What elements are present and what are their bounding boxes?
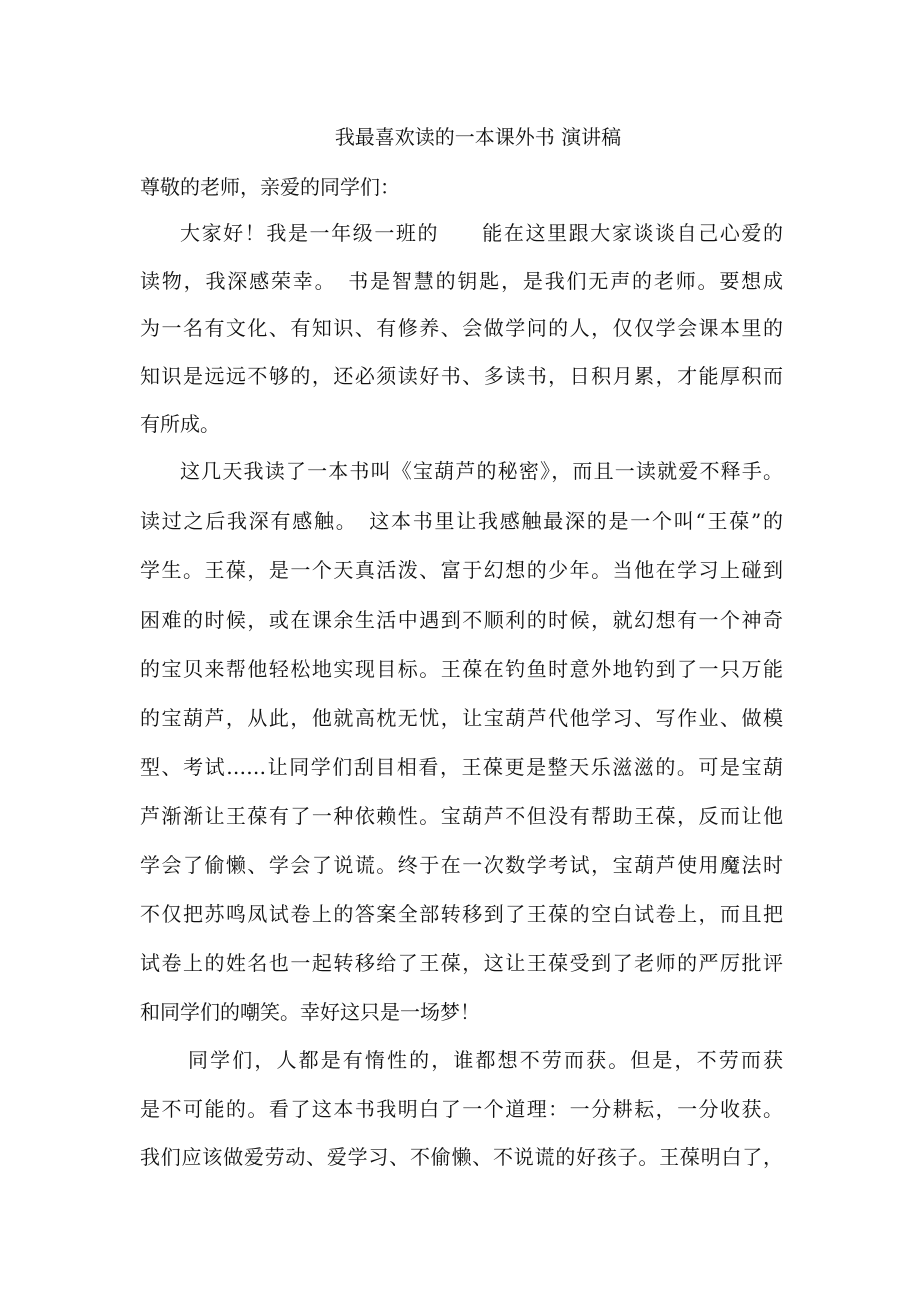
document-title: 我最喜欢读的一本课外书 演讲稿: [334, 125, 622, 149]
paragraph-line: 的宝葫芦，从此，他就高枕无忧，让宝葫芦代他学习、写作业、做模: [140, 706, 783, 730]
paragraph-line: 的宝贝来帮他轻松地实现目标。王葆在钓鱼时意外地钓到了一只万能: [140, 657, 783, 681]
paragraph-line: 和同学们的嘲笑。幸好这只是一场梦！: [140, 1000, 480, 1024]
paragraph-line: 型、考试……让同学们刮目相看，王葆更是整天乐滋滋的。可是宝葫: [140, 755, 783, 779]
paragraph-line: 不仅把苏鸣凤试卷上的答案全部转移到了王葆的空白试卷上，而且把: [140, 902, 783, 926]
paragraph-line: 学会了偷懒、学会了说谎。终于在一次数学考试，宝葫芦使用魔法时: [140, 853, 783, 877]
paragraph-line: 芦渐渐让王葆有了一种依赖性。宝葫芦不但没有帮助王葆，反而让他: [140, 804, 783, 828]
paragraph-line: 困难的时候，或在课余生活中遇到不顺利的时候，就幻想有一个神奇: [140, 608, 783, 632]
paragraph-line: 读物，我深感荣幸。 书是智慧的钥匙，是我们无声的老师。要想成: [140, 269, 783, 293]
paragraph-line: 为一名有文化、有知识、有修养、会做学问的人，仅仅学会课本里的: [140, 316, 783, 340]
paragraph-line: 这几天我读了一本书叫《宝葫芦的秘密》，而且一读就爱不释手。: [180, 459, 783, 483]
paragraph-line: 我们应该做爱劳动、爱学习、不偷懒、不说谎的好孩子。王葆明白了，: [140, 1145, 783, 1169]
paragraph-line: 学生。王葆，是一个天真活泼、富于幻想的少年。当他在学习上碰到: [140, 558, 783, 582]
paragraph-line: 大家好！我是一年级一班的 能在这里跟大家谈谈自己心爱的: [180, 221, 783, 245]
paragraph-line: 知识是远远不够的，还必须读好书、多读书，日积月累，才能厚积而: [140, 364, 783, 388]
paragraph-line: 试卷上的姓名也一起转移给了王葆，这让王葆受到了老师的严厉批评: [140, 951, 783, 975]
paragraph-line: 有所成。: [140, 412, 220, 436]
paragraph-line: 读过之后我深有感触。 这本书里让我感触最深的是一个叫“王葆”的: [140, 509, 783, 533]
paragraph-line: 是不可能的。看了这本书我明白了一个道理：一分耕耘，一分收获。: [140, 1097, 783, 1121]
paragraph-line: 同学们，人都是有惰性的，谁都想不劳而获。但是，不劳而获: [188, 1048, 783, 1072]
salutation: 尊敬的老师，亲爱的同学们：: [140, 175, 400, 199]
